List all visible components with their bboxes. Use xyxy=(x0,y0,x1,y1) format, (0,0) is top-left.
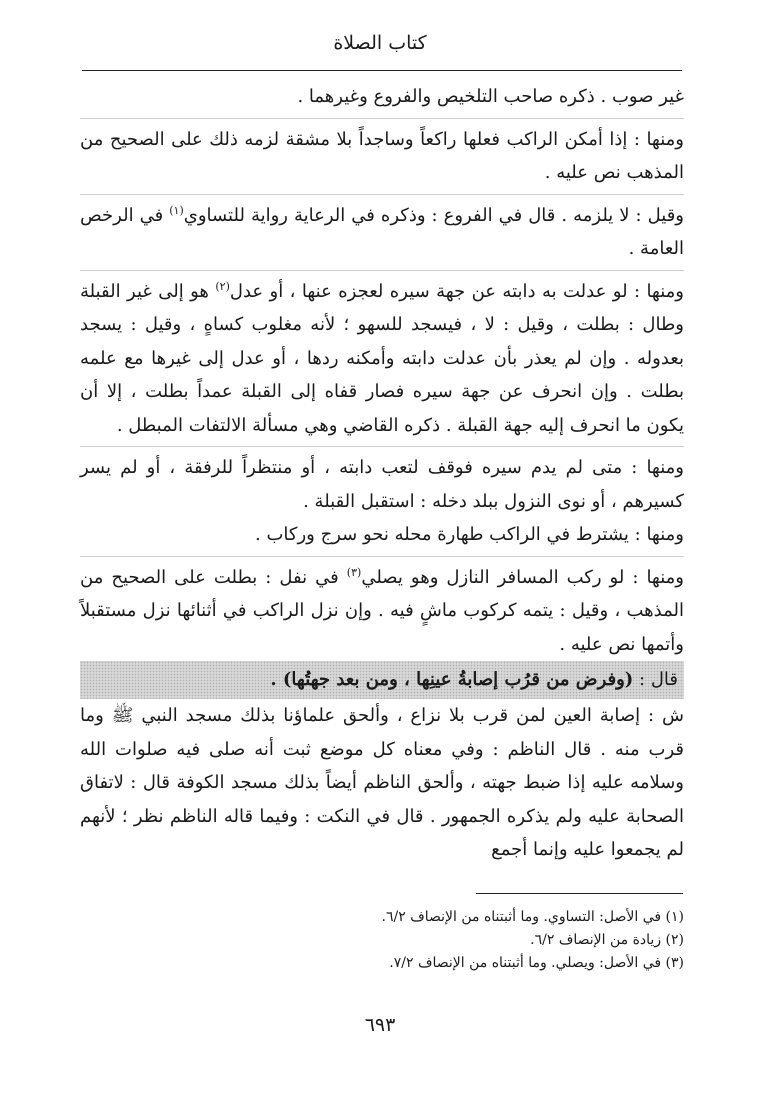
paragraph-6: ومنها : يشترط في الراكب طهارة محله نحو سرج وركاب . xyxy=(255,524,684,545)
footnote-ref-1[interactable]: (١) xyxy=(169,203,184,217)
matn-heading-highlighted xyxy=(80,661,684,699)
matn-heading-text: (وفرض من قرُب إصابةُ عينِها ، ومن بعد جهتُها) . xyxy=(270,669,634,690)
paragraph-separator xyxy=(80,194,684,195)
paragraph-7-text-a: ومنها : لو ركب المسافر النازل وهو يصلي xyxy=(361,566,684,588)
paragraph-4 xyxy=(80,275,684,443)
footnote-ref-2[interactable]: (٢) xyxy=(215,279,230,293)
paragraph-8: ش : إصابة العين لمن قرب بلا نزاع ، وألحق علماؤنا بذلك مسجد النبي ﷺ وما قرب منه . قال الناظم : وفي معناه كل موضع ثبت أنه صلى فيه صلوات الله وسلامه عليه إذا ضبط جهته ، وألحق الناظم أيضاً بذلك مسجد الكوفة قال : لاتفاق الصحابة عليه ولم يذكره الجمهور . قال في النكت : وفيما قاله الناظم نظر ؛ لأنهم لم يجمعوا عليه وإنما أجمع xyxy=(80,705,684,860)
paragraph-separator xyxy=(80,446,684,447)
paragraph-3-text-b: في الرخص العامة . xyxy=(80,204,684,259)
matn-heading-label: قال : xyxy=(633,669,678,690)
paragraph-5: ومنها : متى لم يدم سيره فوقف لتعب دابته ، أو منتظراً للرفقة ، أو لم يسر كسيرهم ، أو نوى النزول ببلد دخله : استقبل القبلة . xyxy=(80,457,684,512)
footnote-rule xyxy=(476,893,683,894)
paragraph-2: ومنها : إذا أمكن الراكب فعلها راكعاً وساجداً بلا مشقة لزمه ذلك على الصحيح من المذهب نص عليه . xyxy=(80,128,684,183)
page-number: ٦٩٣ xyxy=(364,1014,396,1036)
footnote-2: (٢) زيادة من الإنصاف ٦/٢. xyxy=(530,932,684,948)
main-text xyxy=(80,80,684,867)
paragraph-separator xyxy=(80,556,684,557)
header-rule xyxy=(82,70,682,71)
paragraph-4-text-b: هو إلى غير القبلة وطال : بطلت ، وقيل : لا ، فيسجد للسهو ؛ لأنه مغلوب كساهٍ ، وقيل : يسجد بعدوله . وإن لم يعذر بأن عدلت دابته وأمكنه ردها ، أو عدل إلى غيرها مع علمه بطلت . وإن انحرف عن جهة سيره فصار قفاه إلى القبلة عمداً بطلت ، إلا أن يكون ما انحرف إليه جهة القبلة . ذكره القاضي وهي مسألة الالتفات المبطل . xyxy=(80,280,684,436)
paragraph-7 xyxy=(80,561,684,662)
running-title: كتاب الصلاة xyxy=(333,32,427,54)
paragraph-3-text-a: وقيل : لا يلزمه . قال في الفروع : وذكره في الرعاية رواية للتساوي xyxy=(183,204,684,226)
footnote-3: (٣) في الأصل: ويصلي. وما أثبتناه من الإنصاف ٧/٢. xyxy=(389,955,684,971)
footnotes xyxy=(80,906,684,975)
paragraph-3 xyxy=(80,199,684,266)
paragraph-1: غير صوب . ذكره صاحب التلخيص والفروع وغيرهما . xyxy=(297,86,684,107)
footnote-1: (١) في الأصل: التساوي. وما أثبتناه من الإنصاف ٦/٢. xyxy=(381,909,684,925)
paragraph-separator xyxy=(80,118,684,119)
footnote-ref-3[interactable]: (٣) xyxy=(346,565,362,579)
paragraph-separator xyxy=(80,270,684,271)
paragraph-4-text-a: ومنها : لو عدلت به دابته عن جهة سيره لعجزه عنها ، أو عدل xyxy=(229,280,684,302)
paragraph-7-text-b: في نفل : بطلت على الصحيح من المذهب ، وقيل : يتمه كركوب ماشٍ فيه . وإن نزل الراكب في أثنائها نزل مستقبلاً وأتمها نص عليه . xyxy=(80,566,684,655)
